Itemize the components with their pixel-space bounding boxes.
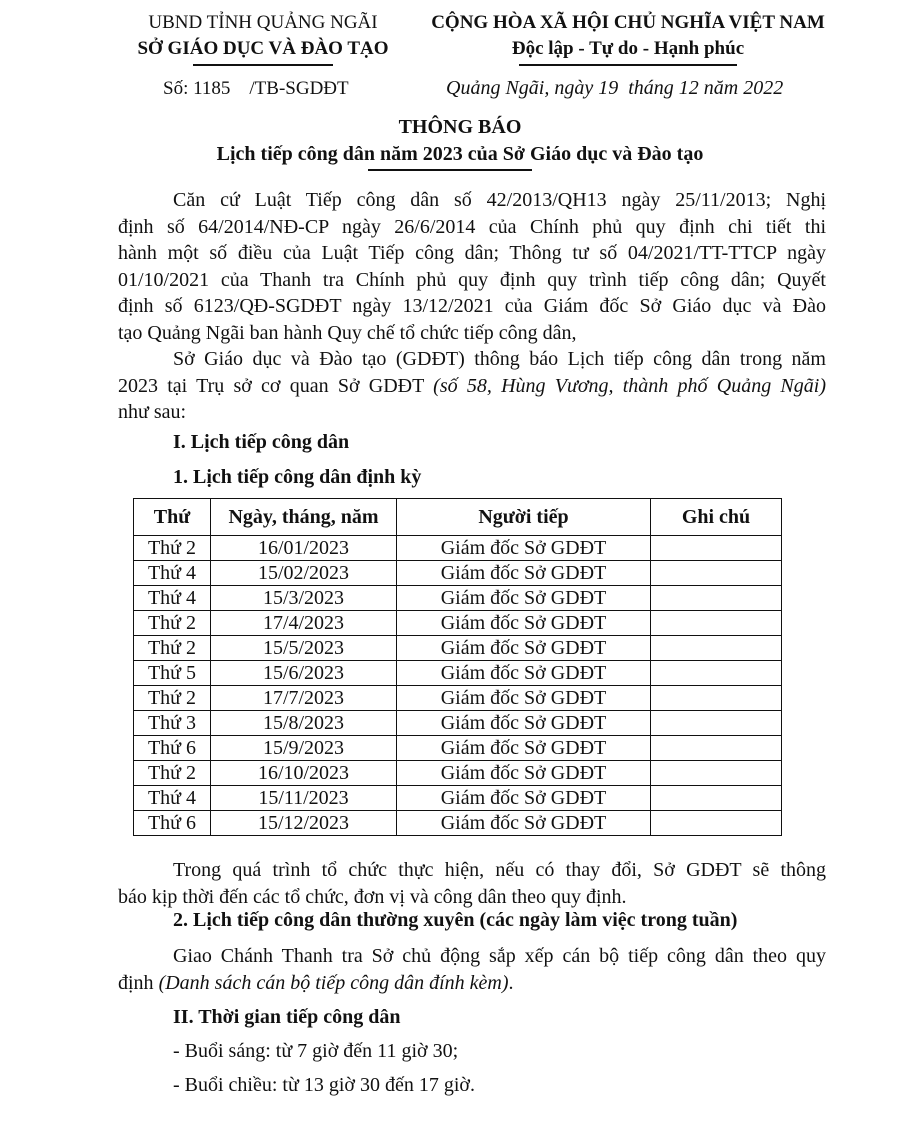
attachment-note: (Danh sách cán bộ tiếp công dân đính kèm) — [158, 971, 509, 994]
person-cell: Giám đốc Sở GDĐT — [397, 686, 651, 711]
place-date: Quảng Ngãi, ngày 19 tháng 12 năm 2022 — [446, 77, 784, 99]
person-cell: Giám đốc Sở GDĐT — [397, 711, 651, 736]
table-row — [134, 636, 782, 661]
date-cell: 15/6/2023 — [211, 661, 397, 686]
weekday-cell: Thứ 4 — [134, 561, 211, 586]
national-motto: Độc lập - Tự do - Hạnh phúc — [511, 38, 745, 59]
table-row — [134, 611, 782, 636]
weekday-cell: Thứ 5 — [134, 661, 211, 686]
paragraph-line — [118, 373, 826, 400]
paragraph-line: như sau: — [118, 401, 187, 423]
agency-name: UBND TỈNH QUẢNG NGÃI — [148, 12, 378, 33]
date-cell: 16/10/2023 — [211, 761, 397, 786]
person-cell: Giám đốc Sở GDĐT — [397, 786, 651, 811]
department-name: SỞ GIÁO DỤC VÀ ĐÀO TẠO — [137, 38, 389, 59]
date-cell: 15/5/2023 — [211, 636, 397, 661]
paragraph-line: Giao Chánh Thanh tra Sở chủ động sắp xếp cán bộ tiếp công dân theo quy — [173, 945, 826, 967]
document-subtitle: Lịch tiếp công dân năm 2023 của Sở Giáo dục và Đào tạo — [216, 143, 704, 165]
date-cell: 17/4/2023 — [211, 611, 397, 636]
date-cell: 16/01/2023 — [211, 536, 397, 561]
date-cell: 15/8/2023 — [211, 711, 397, 736]
paragraph-line: Căn cứ Luật Tiếp công dân số 42/2013/QH13 ngày 25/11/2013; Nghị — [173, 189, 826, 211]
subsection-heading: 1. Lịch tiếp công dân định kỳ — [173, 466, 422, 488]
paragraph-line — [118, 970, 826, 997]
paragraph-line: báo kịp thời đến các tổ chức, đơn vị và công dân theo quy định. — [118, 885, 627, 908]
person-cell: Giám đốc Sở GDĐT — [397, 636, 651, 661]
legal-basis-paragraph — [118, 187, 826, 346]
note-cell — [651, 761, 782, 786]
table-row — [134, 736, 782, 761]
note-cell — [651, 561, 782, 586]
department-underline — [193, 64, 333, 66]
table-row — [134, 561, 782, 586]
paragraph-text: 2023 tại Trụ sở cơ quan Sở GDĐT — [118, 374, 434, 397]
person-cell: Giám đốc Sở GDĐT — [397, 811, 651, 836]
document-number: Số: 1185 /TB-SGDĐT — [163, 78, 349, 99]
note-cell — [651, 811, 782, 836]
weekday-cell: Thứ 2 — [134, 761, 211, 786]
date-cell: 15/3/2023 — [211, 586, 397, 611]
paragraph-text: định — [118, 971, 159, 994]
table-row — [134, 536, 782, 561]
note-cell — [651, 686, 782, 711]
paragraph-text: . — [508, 971, 514, 994]
assignment-paragraph — [118, 943, 826, 996]
note-cell — [651, 536, 782, 561]
announcement-paragraph — [118, 346, 826, 426]
column-header: Người tiếp — [397, 499, 651, 536]
paragraph-line: tạo Quảng Ngãi ban hành Quy chế tổ chức tiếp công dân, — [118, 321, 577, 344]
table-row — [134, 711, 782, 736]
paragraph-line: Trong quá trình tổ chức thực hiện, nếu có thay đổi, Sở GDĐT sẽ thông — [173, 859, 826, 881]
morning-hours: - Buổi sáng: từ 7 giờ đến 11 giờ 30; — [173, 1040, 459, 1062]
paragraph-line: định số 64/2014/NĐ-CP ngày 26/6/2014 của Chính phủ quy định chi tiết thi — [118, 215, 826, 238]
weekday-cell: Thứ 6 — [134, 811, 211, 836]
note-cell — [651, 611, 782, 636]
section-heading: I. Lịch tiếp công dân — [173, 431, 350, 453]
note-cell — [651, 586, 782, 611]
date-cell: 15/9/2023 — [211, 736, 397, 761]
paragraph-line: hành một số điều của Luật Tiếp công dân; Thông tư số 04/2021/TT-TTCP ngày — [118, 242, 826, 264]
note-cell — [651, 661, 782, 686]
person-cell: Giám đốc Sở GDĐT — [397, 561, 651, 586]
weekday-cell: Thứ 4 — [134, 586, 211, 611]
change-notice-paragraph — [118, 857, 826, 910]
weekday-cell: Thứ 2 — [134, 636, 211, 661]
note-cell — [651, 736, 782, 761]
person-cell: Giám đốc Sở GDĐT — [397, 761, 651, 786]
date-cell: 15/11/2023 — [211, 786, 397, 811]
person-cell: Giám đốc Sở GDĐT — [397, 661, 651, 686]
table-header-row — [134, 499, 782, 536]
weekday-cell: Thứ 2 — [134, 686, 211, 711]
national-title: CỘNG HÒA XÃ HỘI CHỦ NGHĨA VIỆT NAM — [431, 12, 825, 33]
date-cell: 15/02/2023 — [211, 561, 397, 586]
motto-underline — [519, 64, 737, 66]
weekday-cell: Thứ 2 — [134, 611, 211, 636]
column-header: Thứ — [134, 499, 211, 536]
person-cell: Giám đốc Sở GDĐT — [397, 611, 651, 636]
person-cell: Giám đốc Sở GDĐT — [397, 736, 651, 761]
subtitle-underline — [368, 169, 532, 171]
note-cell — [651, 711, 782, 736]
column-header: Ghi chú — [651, 499, 782, 536]
weekday-cell: Thứ 4 — [134, 786, 211, 811]
table-row — [134, 761, 782, 786]
date-cell: 15/12/2023 — [211, 811, 397, 836]
address-text: (số 58, Hùng Vương, thành phố Quảng Ngãi) — [433, 374, 826, 397]
note-cell — [651, 786, 782, 811]
table-row — [134, 811, 782, 836]
date-cell: 17/7/2023 — [211, 686, 397, 711]
paragraph-line: Sở Giáo dục và Đào tạo (GDĐT) thông báo Lịch tiếp công dân trong năm — [173, 348, 826, 370]
weekday-cell: Thứ 6 — [134, 736, 211, 761]
subsection-heading: 2. Lịch tiếp công dân thường xuyên (các ngày làm việc trong tuần) — [173, 909, 738, 931]
note-cell — [651, 636, 782, 661]
document-title: THÔNG BÁO — [398, 116, 522, 138]
person-cell: Giám đốc Sở GDĐT — [397, 536, 651, 561]
table-row — [134, 661, 782, 686]
weekday-cell: Thứ 3 — [134, 711, 211, 736]
table-row — [134, 686, 782, 711]
table-row — [134, 786, 782, 811]
paragraph-line: 01/10/2021 của Thanh tra Chính phủ quy định quy trình tiếp công dân; Quyết — [118, 268, 826, 291]
afternoon-hours: - Buổi chiều: từ 13 giờ 30 đến 17 giờ. — [173, 1074, 475, 1096]
schedule-table — [133, 498, 782, 836]
table-row — [134, 586, 782, 611]
section-heading: II. Thời gian tiếp công dân — [173, 1006, 401, 1028]
weekday-cell: Thứ 2 — [134, 536, 211, 561]
paragraph-line: định số 6123/QĐ-SGDĐT ngày 13/12/2021 của Giám đốc Sở Giáo dục và Đào — [118, 295, 826, 317]
person-cell: Giám đốc Sở GDĐT — [397, 586, 651, 611]
column-header: Ngày, tháng, năm — [211, 499, 397, 536]
